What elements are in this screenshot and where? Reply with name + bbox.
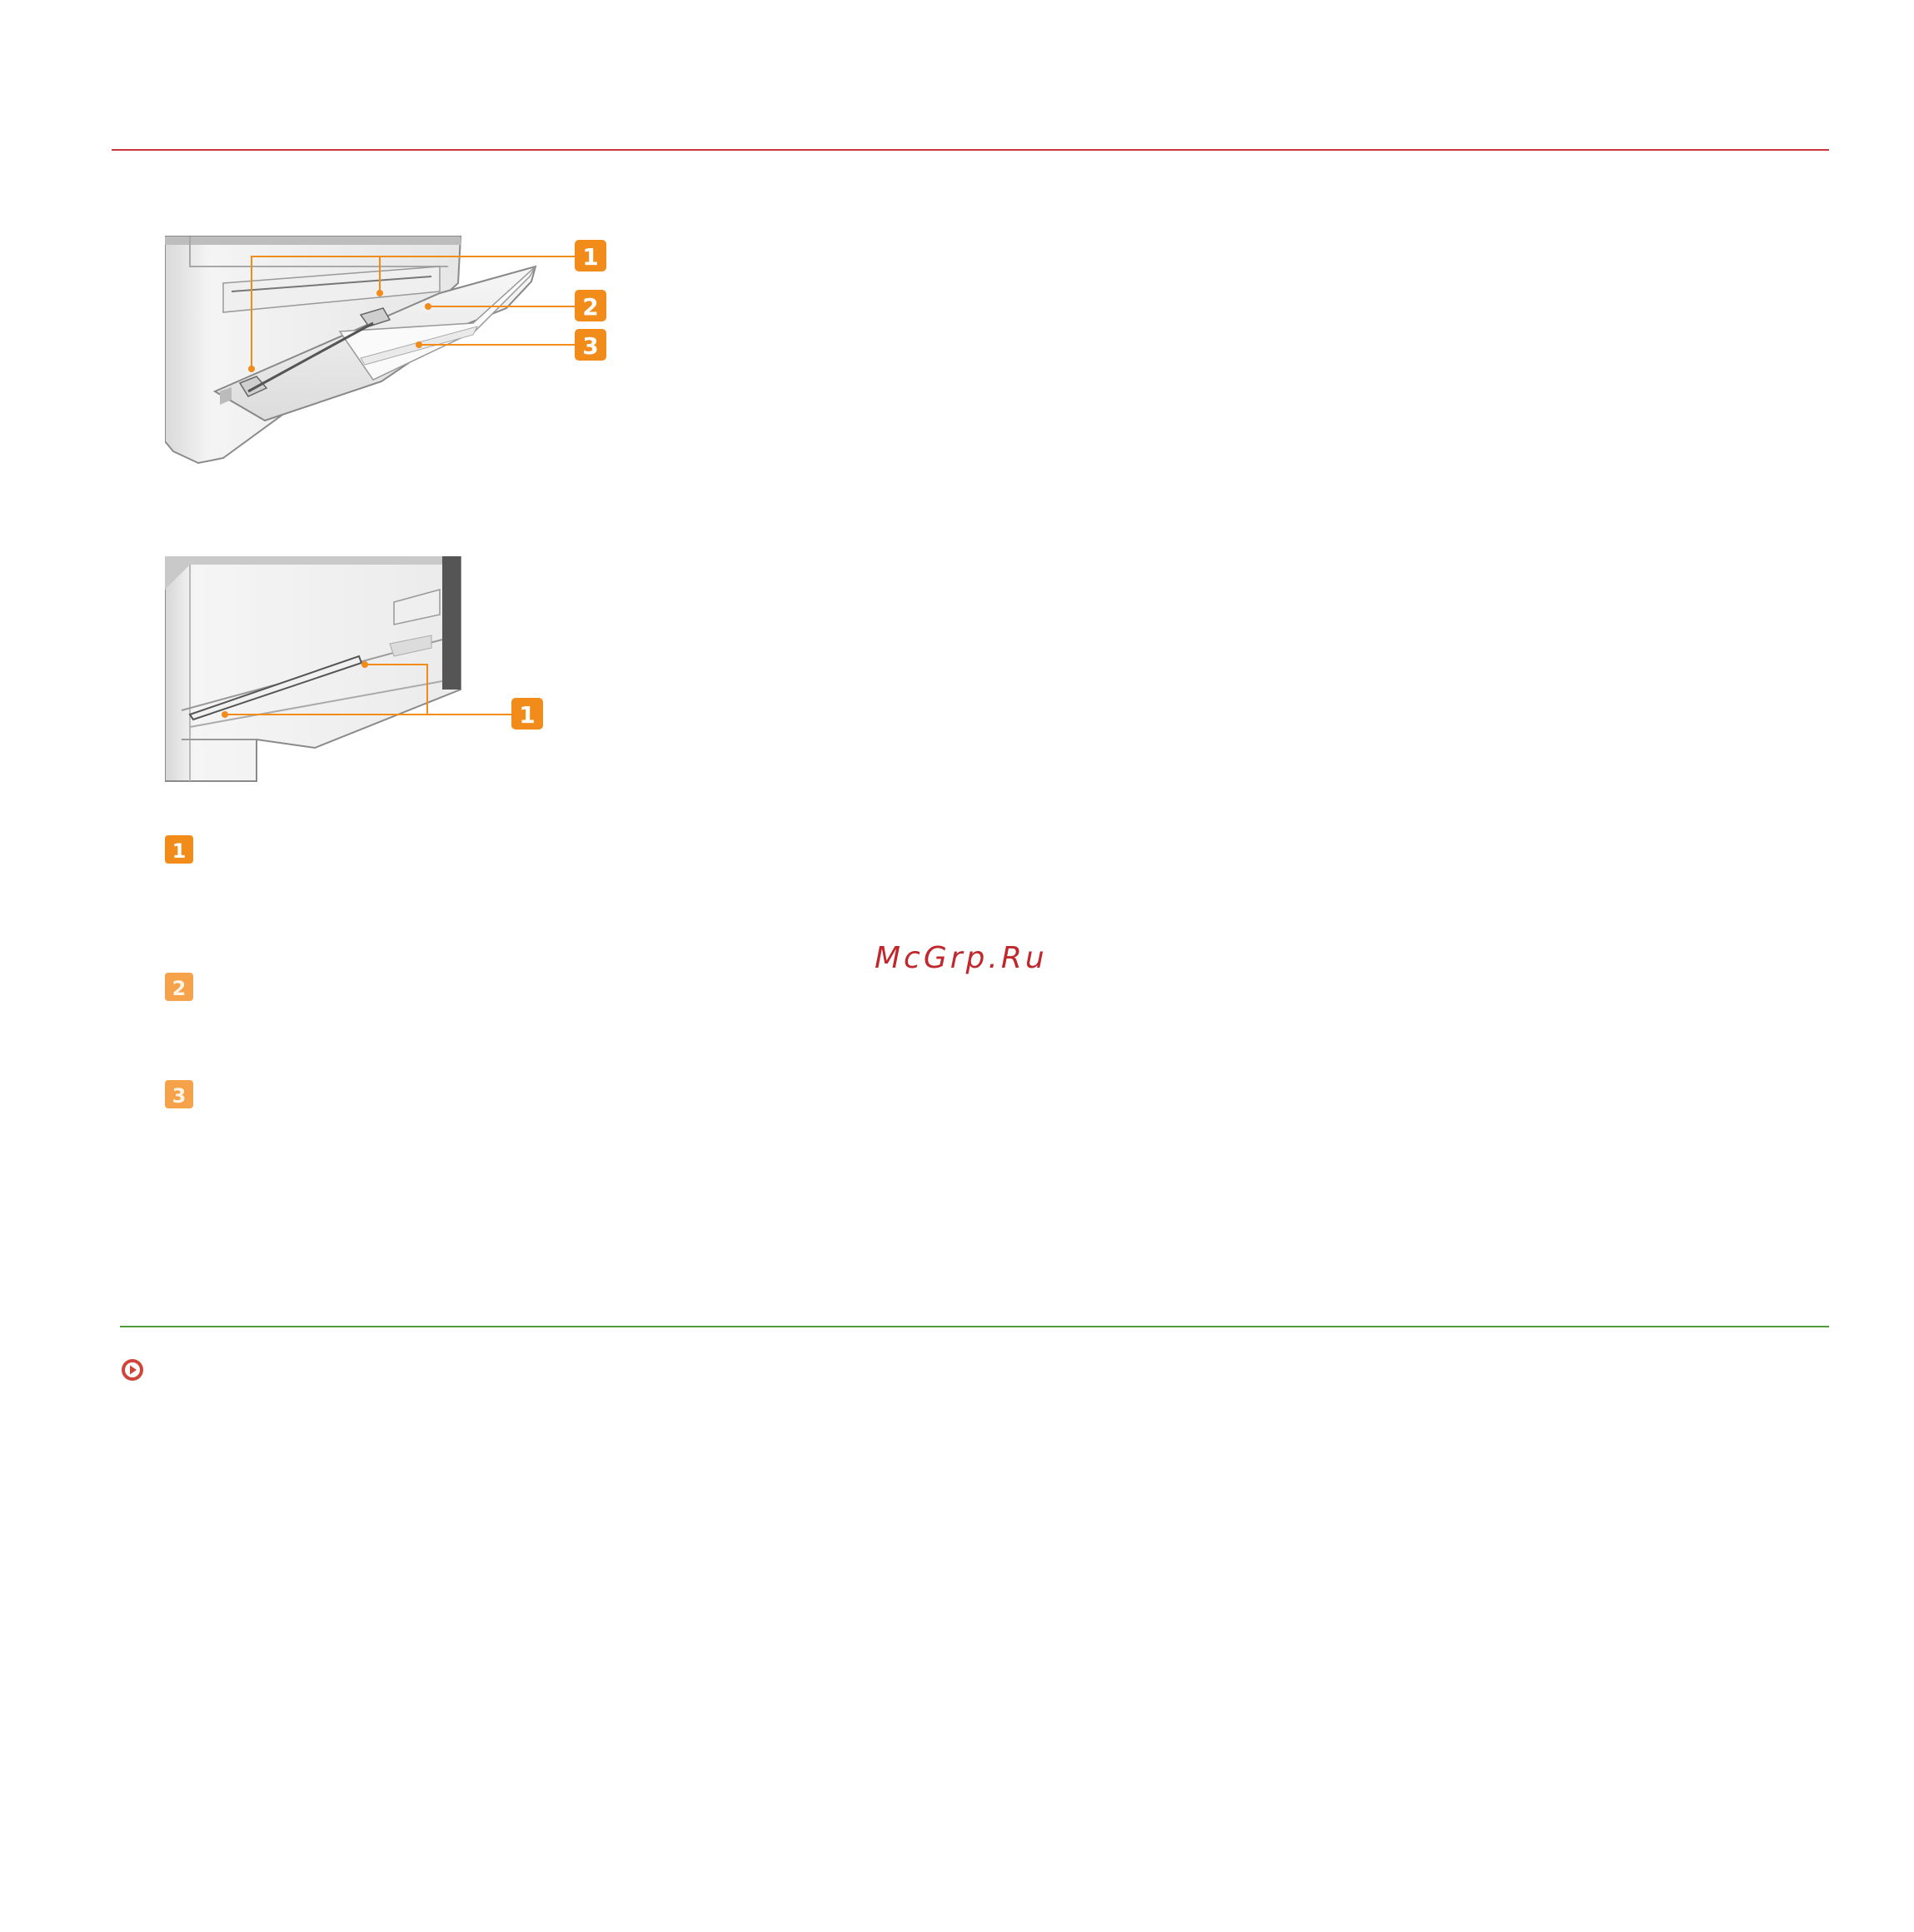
legend-callout-3-icon: [165, 1080, 193, 1108]
svg-text:2: 2: [582, 293, 599, 321]
bottom-divider: [120, 1326, 1829, 1327]
circle-arrow-right-icon[interactable]: [120, 1357, 145, 1382]
svg-text:3: 3: [172, 1084, 187, 1108]
svg-text:3: 3: [582, 332, 599, 360]
svg-text:1: 1: [519, 701, 536, 729]
watermark: McGrp.Ru: [875, 941, 1048, 975]
legend-callout-2-icon: [165, 973, 193, 1001]
legend-callout-1-icon: [165, 835, 193, 864]
svg-text:2: 2: [172, 977, 187, 1000]
drawer-figure: [165, 556, 565, 789]
callout-1-icon: [511, 698, 543, 729]
callout-2-icon: [575, 290, 606, 321]
svg-text:1: 1: [172, 839, 187, 863]
top-divider: [112, 149, 1829, 151]
multipurpose-tray-figure: [165, 233, 615, 468]
callout-1-icon: [575, 240, 606, 271]
callout-3-icon: [575, 329, 606, 361]
svg-text:1: 1: [582, 243, 599, 271]
